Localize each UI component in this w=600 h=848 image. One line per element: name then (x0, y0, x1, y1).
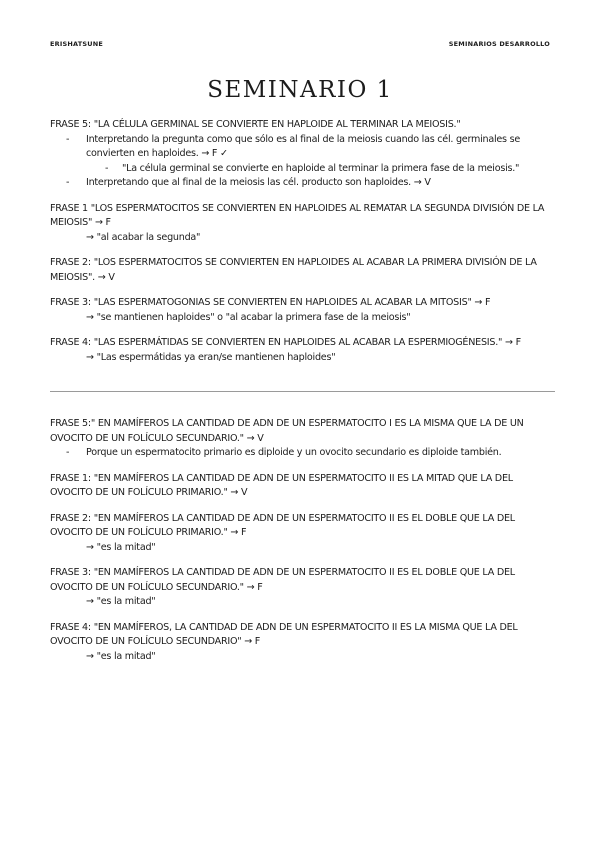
frase-5-subbullet: - "La célula germinal se convierte en haploide al terminar la primera fase de la meiosis." (50, 162, 555, 177)
frase-4b-statement: FRASE 4: "EN MAMÍFEROS, LA CANTIDAD DE ADN DE UN ESPERMATOCITO II ES LA MISMA QUE LA DEL OVOCITO DE UN FOLÍCULO SECUNDARIO" → F (50, 621, 518, 647)
page-title: SEMINARIO 1 (207, 77, 393, 104)
frase-5b-statement: FRASE 5:" EN MAMÍFEROS LA CANTIDAD DE ADN DE UN ESPERMATOCITO I ES LA MISMA QUE LA DE UN OVOCITO DE UN FOLÍCULO SECUNDARIO." → V (50, 418, 524, 444)
frase-2-statement: FRASE 2: "LOS ESPERMATOCITOS SE CONVIERTEN EN HAPLOIDES AL ACABAR LA PRIMERA DIVISIÓN DE LA MEIOSIS". → V (50, 257, 537, 283)
frase-3b-statement: FRASE 3: "EN MAMÍFEROS LA CANTIDAD DE ADN DE UN ESPERMATOCITO II ES EL DOBLE QUE LA DEL OVOCITO DE UN FOLÍCULO SECUNDARIO." → F (50, 567, 515, 593)
frase-3b-correction: → "es la mitad" (86, 596, 156, 607)
frase-1b-statement: FRASE 1: "EN MAMÍFEROS LA CANTIDAD DE ADN DE UN ESPERMATOCITO II ES LA MITAD QUE LA DEL OVOCITO DE UN FOLÍCULO PRIMARIO." → V (50, 472, 513, 498)
header-author: ERISHATSUNE (50, 40, 103, 48)
frase-5-bullet-1: - Interpretando la pregunta como que sólo es al final de la meiosis cuando las cél. germinales se convierten en haploides. → F ✓ (50, 133, 555, 162)
frase-1-statement: FRASE 1 "LOS ESPERMATOCITOS SE CONVIERTEN EN HAPLOIDES AL REMATAR LA SEGUNDA DIVISIÓN DE LA MEIOSIS" → F (50, 202, 545, 228)
frase-3-correction: → "se mantienen haploides" o "al acabar la primera fase de la meiosis" (86, 311, 411, 323)
frase-4-correction: → "Las espermátidas ya eran/se mantienen haploides" (86, 351, 336, 363)
frase-2b-correction: → "es la mitad" (86, 541, 156, 553)
header-course: SEMINARIOS DESARROLLO (448, 40, 550, 48)
frase-2b-statement: FRASE 2: "EN MAMÍFEROS LA CANTIDAD DE ADN DE UN ESPERMATOCITO II ES EL DOBLE QUE LA DEL OVOCITO DE UN FOLÍCULO PRIMARIO." → F (50, 512, 515, 538)
frase-4b-correction: → "es la mitad" (86, 650, 156, 662)
frase-5-statement: FRASE 5: "LA CÉLULA GERMINAL SE CONVIERTE EN HAPLOIDE AL TERMINAR LA MEIOSIS." (50, 119, 461, 130)
section-divider (50, 391, 555, 392)
frase-5-bullet-2: - Interpretando que al final de la meiosis las cél. producto son haploides. → V (50, 176, 555, 191)
frase-5b-bullet: - Porque un espermatocito primario es diploide y un ovocito secundario es diploide también. (50, 446, 555, 461)
frase-3-statement: FRASE 3: "LAS ESPERMATOGONIAS SE CONVIERTEN EN HAPLOIDES AL ACABAR LA MITOSIS" → F (50, 297, 491, 308)
frase-1-correction: → "al acabar la segunda" (86, 231, 201, 243)
frase-4-statement: FRASE 4: "LAS ESPERMÁTIDAS SE CONVIERTEN EN HAPLOIDES AL ACABAR LA ESPERMIOGÉNESIS." → F (50, 337, 521, 348)
document-body (50, 118, 555, 664)
page-header (50, 40, 550, 48)
